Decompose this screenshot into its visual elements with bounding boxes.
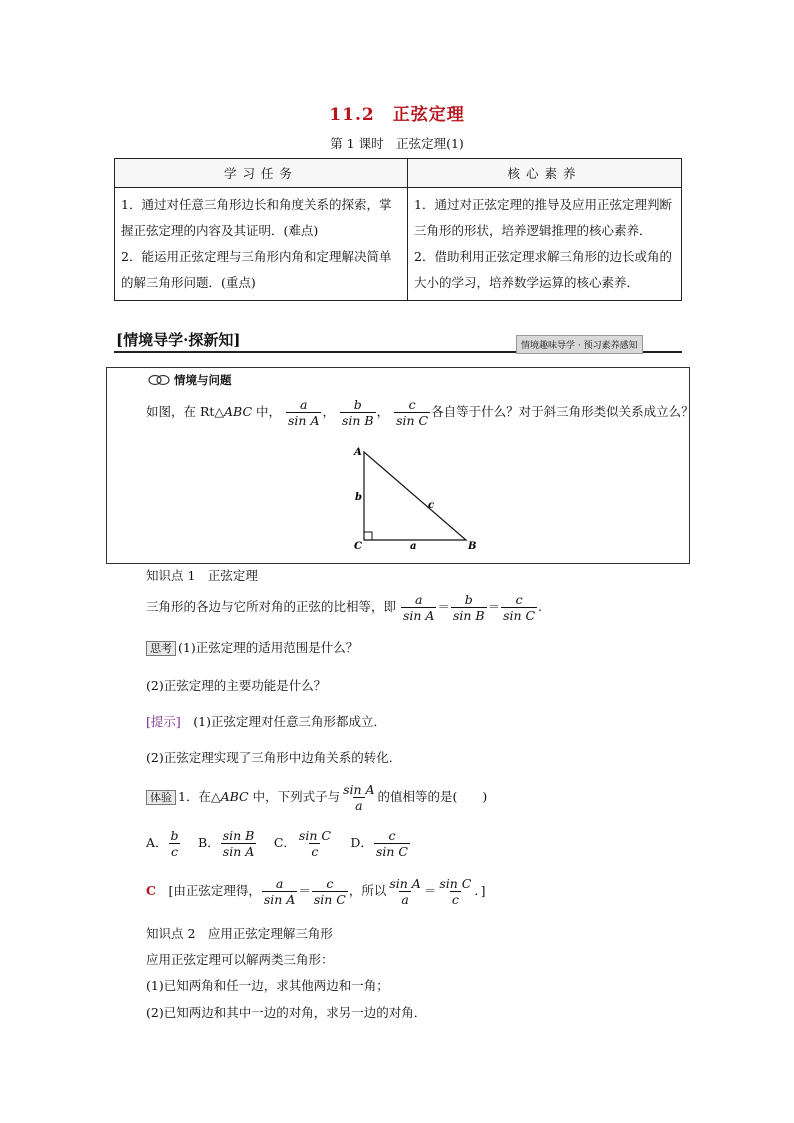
law-frac-c: $\frac{c}{\text{sin C}}$ (503, 592, 536, 623)
exp-prefix: 1．在△ (178, 789, 221, 804)
sol-frac-4: $\frac{\text{sin C}}{c}$ (439, 876, 472, 907)
learning-objectives-table (114, 158, 682, 301)
kp2-title: 知识点 2 应用正弦定理解三角形 (146, 926, 333, 941)
sine-law-statement: 三角形的各边与它所对角的正弦的比相等，即 $\frac{a}{\text{sin A}}$ ＝ $\frac{b}{\text{sin B}}$ ＝ $\frac{c}{\text{sin C}}$ . (146, 592, 543, 623)
exp-suffix: 的值相等的是( ) (377, 789, 488, 804)
sol-end: ．] (474, 883, 486, 898)
kp2-intro: 应用正弦定理可以解两类三角形： (146, 952, 334, 967)
kp2-item1: (1)已知两角和任一边，求其他两边和一角； (146, 978, 389, 993)
frac-b-sinB: $\frac{b}{\text{sin B}}$ (341, 397, 374, 428)
task-item: 2．能运用正弦定理与三角形内角和定理解决简单的解三角形问题．(重点) (121, 249, 392, 290)
q-mid: 中， (252, 404, 282, 419)
experience-tag: 体验 (146, 790, 176, 805)
col-header-literacy: 核心素养 (408, 159, 682, 188)
option-D-label: D． (350, 835, 373, 850)
q-abc: ABC (224, 404, 253, 419)
sol-frac-3: $\frac{\text{sin A}}{a}$ (389, 876, 421, 907)
law-frac-b: $\frac{b}{\text{sin B}}$ (452, 592, 485, 623)
a1-text: (1)正弦定理对任意三角形都成立． (193, 714, 386, 729)
literacy-item: 1．通过对正弦定理的推导及应用正弦定理判断三角形的形状，培养逻辑推理的核心素养． (414, 197, 672, 238)
right-triangle-figure (348, 446, 478, 552)
option-A-frac: $\frac{b}{c}$ (170, 828, 179, 859)
law-frac-a: $\frac{a}{\text{sin A}}$ (403, 592, 435, 623)
vertex-A: A (354, 447, 362, 458)
frac-c-sinC: $\frac{c}{\text{sin C}}$ (396, 397, 429, 428)
hint-a2: (2)正弦定理实现了三角形中边角关系的转化． (146, 750, 402, 765)
exp-abc: ABC (220, 789, 249, 804)
sol-frac-1: $\frac{a}{\text{sin A}}$ (263, 876, 296, 907)
sol-mid: ，所以 (348, 883, 387, 898)
think-q1 (146, 638, 358, 656)
sol-frac-2: $\frac{c}{\text{sin C}}$ (313, 876, 346, 907)
col-header-tasks: 学习任务 (115, 159, 408, 188)
option-C-label: C． (273, 835, 296, 850)
options-row (146, 828, 411, 859)
literacy-item: 2．借助利用正弦定理求解三角形的边长或角的大小的学习，培养数学运算的核心素养． (414, 249, 672, 290)
kp1-title: 知识点 1 正弦定理 (146, 568, 258, 583)
q-prefix: 如图，在 Rt△ (146, 404, 225, 419)
side-a: a (410, 541, 417, 552)
answer-letter: C (146, 883, 156, 898)
kp2-item2: (2)已知两边和其中一边的对角，求另一边的对角． (146, 1005, 427, 1020)
scenario-icon (148, 374, 170, 386)
q1-text: (1)正弦定理的适用范围是什么？ (178, 640, 359, 655)
think-q2: (2)正弦定理的主要功能是什么？ (146, 678, 327, 693)
exp-frac: $\frac{\text{sin A}}{a}$ (343, 782, 375, 813)
option-D-frac: $\frac{c}{\text{sin C}}$ (375, 828, 408, 859)
literacy-cell (408, 188, 682, 301)
task-item: 1．通过对任意三角形边长和角度关系的探索，掌握正弦定理的内容及其证明．(难点) (121, 197, 392, 238)
tasks-cell (115, 188, 408, 301)
experience-question (146, 782, 487, 813)
side-c: c (428, 500, 435, 511)
exp-mid: 中，下列式子与 (248, 789, 341, 804)
side-b: b (355, 492, 362, 503)
hint-a1 (146, 712, 386, 730)
q-suffix: 各自等于什么？对于斜三角形类似关系成立么？ (431, 404, 694, 419)
vertex-B: B (468, 541, 477, 552)
scenario-label-text: 情境与问题 (174, 373, 232, 387)
sol-prefix: [由正弦定理得， (168, 883, 261, 898)
option-C-frac: $\frac{\text{sin C}}{c}$ (298, 828, 331, 859)
think-tag: 思考 (146, 641, 176, 656)
page-title: 11.2 正弦定理 (329, 105, 465, 125)
option-B-frac: $\frac{\text{sin B}}{\text{sin A}}$ (222, 828, 255, 859)
vertex-C: C (354, 541, 362, 552)
scenario-label (148, 372, 232, 388)
scenario-question: 如图，在 Rt△ABC 中， $\frac{a}{\text{sin A}}$ ， $\frac{b}{\text{sin B}}$ ， $\frac{c}{\text{sin C}}$ 各自等于什么？对于斜三角形类似关系成立么？ (146, 397, 694, 428)
section-title: [情境导学·探新知] (116, 331, 241, 349)
solution-row: C [由正弦定理得， $\frac{a}{\text{sin A}}$ ＝ $\frac{c}{\text{sin C}}$ ，所以 $\frac{\text{sin A}}{a}$ ＝ $\frac{\text{sin C}}{c}$ ．] (146, 876, 486, 907)
statement-text: 三角形的各边与它所对角的正弦的比相等，即 (146, 599, 397, 614)
section-tag: 情境趣味导学 · 预习素养感知 (516, 335, 643, 354)
option-B-label: B． (198, 835, 220, 850)
frac-a-sinA: $\frac{a}{\text{sin A}}$ (288, 397, 320, 428)
lesson-subtitle: 第 1 课时 正弦定理(1) (330, 136, 464, 151)
hint-tag: [提示] (146, 714, 181, 729)
option-A-label: A． (146, 835, 168, 850)
